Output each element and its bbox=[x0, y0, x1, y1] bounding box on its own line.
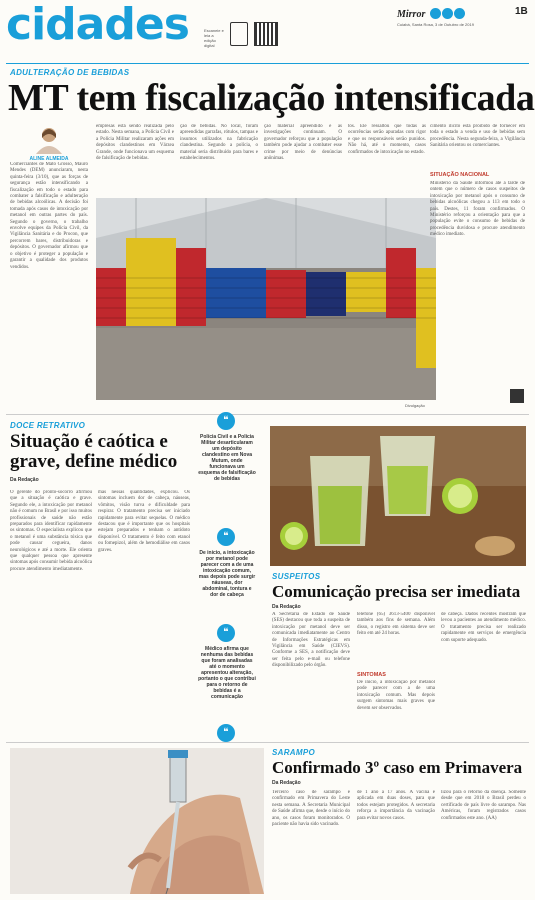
sidebar-title: SITUAÇÃO NACIONAL bbox=[430, 172, 490, 178]
article2-kicker: DOCE RETRATIVO bbox=[10, 421, 86, 430]
newspaper-logo bbox=[397, 4, 465, 22]
qr-code-icon[interactable] bbox=[510, 389, 524, 403]
logo-dot-icon bbox=[430, 8, 441, 19]
sidebar-top-text: cimento ilícito está proibido de fornecer em toda o estado a venda e uso de bebidas sem procedência. Nesta segunda-feira, a Vigilância Sanitária orientou os comerciantes. bbox=[430, 124, 525, 149]
lead-body-col2: empresas está sendo realizada pelo estado. Nesta semana, a Polícia Civil e a Polícia Militar realizaram ações em depósitos clandestinos em Várzea Grande, onde funcionava um esquema de falsificação de bebidas. bbox=[96, 124, 174, 162]
lead-body-col1: Comerciantes de Mato Grosso, Mauro Mendes (DEM) anunciaram, nesta quinta-feira (3/10), que as forças de segurança estão intensificando a fiscalização em todo o estado para combater a falsificação e adulteração de bebidas alcoólicas. A decisão foi tomada após casos de intoxicação por metanol em outras partes do país. Segundo o governo, o trabalho envolve equipes da Polícia Civil, da Vigilância Sanitária e do Procon, que percorrem bares, distribuidoras e depósitos. O governador afirmou que o objetivo é proteger a população e garantir a qualidade dos produtos vendidos. bbox=[10, 162, 88, 270]
article2-blurb1: Polícia Civil e a Polícia Militar desarticularam um depósito clandestino em Nova Mutum, onde funcionava um esquema de falsificação de bebidas bbox=[198, 434, 256, 482]
article2-byline: Da Redação bbox=[10, 477, 39, 483]
article3-byline: Da Redação bbox=[272, 604, 301, 610]
newspaper-name: Mirror bbox=[397, 9, 426, 20]
author-name: ALINE ALMEIDA bbox=[29, 156, 69, 162]
page-number: 1B bbox=[515, 6, 528, 17]
lead-body-col4: ção material apreendido e as investigações continuam. O governador reforçou que a população também pode ajudar a combater esse crime por meio de denúncias anônimas. bbox=[264, 124, 342, 162]
quote-icon: ❝ bbox=[217, 724, 235, 742]
article2-body-b: mas nessas quantidades, explicou. Os sintomas incluem dor de cabeça, náuseas, vômitos, visão turva e dificuldade para respirar. O tratamento precisa ser iniciado rapidamente para evitar sequelas. O médico destacou que é importante que os hospitais estejam preparados e tenham o antídoto disponível. O tratamento é feito com etanol ou fomepizol, além de hemodiálise em casos graves. bbox=[98, 490, 190, 553]
sidebar-body: Ministério da Saúde informou até a tarde de ontem que o número de casos suspeitos de intoxicação por metanol após o consumo de bebidas alcoólicas chegou a 113 em todo o país. Destes, 11 foram confirmados. O Ministério reforçou a orientação para que a população evite o consumo de bebidas de procedência duvidosa e procure atendimento médico imediato. bbox=[430, 181, 525, 238]
article2-headline: Situação é caótica e grave, define médico bbox=[10, 431, 178, 472]
phone-icon bbox=[230, 22, 248, 46]
article2-blurb2: De início, a intoxicação por metanol pode parecer com a de uma intoxicação comum, mas depois pode surgir náuseas, dor abdominal, tontura e dor de cabeça bbox=[198, 550, 256, 598]
article3-body-c: De início, a intoxicação por metanol pode parecer com a de uma intoxicação comum. Mas depois surgem sintomas mais graves que devem ser observados. bbox=[357, 680, 435, 711]
qr-code-icon[interactable] bbox=[254, 22, 278, 46]
lead-body-col5: tos. Ele ressaltou que todas as ocorrências serão apuradas com rigor e que os responsáveis serão punidos. Não há, até o momento, casos confirmados de intoxicação no estado. bbox=[348, 124, 426, 155]
article3-body-b: telefone (65) 3613-5400 disponível também aos fins de semana. Além disso, o registro em sistema deve ser feito em até 24 horas. bbox=[357, 612, 435, 637]
divider bbox=[6, 414, 529, 415]
article2-blurb3: Médico afirma que nenhuma das bebidas que foram analisadas até o momento apresentou alteração, portanto o que contribui para o retorno de bebidas é a comunicação bbox=[198, 646, 256, 700]
article4-body-c: lizou para o retorno da doença. Somente desde que em 2018 o Brasil perdeu o certificado de país livre do sarampo. Nas Américas, foram registrados casos confirmados este ano. (AA) bbox=[441, 790, 526, 821]
section-title: cidades bbox=[6, 0, 189, 50]
author-block bbox=[10, 124, 88, 162]
vaccine-illustration bbox=[10, 748, 264, 894]
quote-icon: ❝ bbox=[217, 624, 235, 642]
divider bbox=[6, 63, 529, 64]
lead-photo-credit: Divulgação bbox=[405, 403, 425, 408]
warehouse-photo bbox=[96, 198, 436, 400]
article4-body-a: Terceiro caso de sarampo é confirmado em Primavera do Leste nesta semana. A Secretaria Municipal de Saúde afirma que, desde o início do ano, os casos foram monitorados. O paciente não havia sido vacinado. bbox=[272, 790, 350, 828]
date-line: Cuiabá, Santa Rosa, 3 de Outubro de 2019 bbox=[397, 22, 474, 27]
article3-body-a: A Secretaria de Estado de Saúde (SES) destacou que toda a suspeita de intoxicação por metanol deve ser comunicada imediatamente ao Centro de Informações Estratégicas em Vigilância em Saúde (CIEVS). Conforme a SES, a notificação deve ser feita pelo e-mail ou telefone disponibilizado pelo órgão. bbox=[272, 612, 350, 669]
quote-icon: ❝ bbox=[217, 412, 235, 430]
drinks-illustration bbox=[270, 426, 526, 566]
digital-label: Escaneie e leia a edição digital bbox=[204, 28, 224, 48]
lead-headline: MT tem fiscalização intensificada bbox=[8, 77, 535, 119]
article2-body-a: O gerente do pronto-socorro afirmou que a situação é caótica e grave. Segundo ele, a intoxicação por metanol não é comum no Brasil e por isso muitos profissionais de saúde não estão preparados para identificar rapidamente os sintomas. O especialista explicou que o metanol é uma substância tóxica que pode causar cegueira, danos neurológicos e até a morte. Ele orienta que qualquer pessoa que apresente sintomas após consumir bebida alcoólica procure atendimento imediatamente. bbox=[10, 490, 92, 572]
quote-icon: ❝ bbox=[217, 528, 235, 546]
author-avatar bbox=[34, 124, 64, 154]
article3-body-d: de cabeça. Dados recentes mostram que levou a pacientes ao atendimento médico. O tratamento precisa ser realizado rapidamente em serviços de emergência com suporte adequado. bbox=[441, 612, 526, 643]
warehouse-illustration bbox=[96, 198, 436, 400]
lead-kicker: ADULTERAÇÃO DE BEBIDAS bbox=[10, 68, 130, 77]
drinks-photo bbox=[270, 426, 526, 566]
article4-headline: Confirmado 3º caso em Primavera bbox=[272, 758, 523, 777]
article4-kicker: SARAMPO bbox=[272, 748, 315, 757]
lead-body-col3: ção de bebidas. No local, foram apreendidas garrafas, rótulos, tampas e insumos utilizados na fabricação clandestina. Segundo a polícia, o material seria distribuído para bares e estabelecimentos. bbox=[180, 124, 258, 162]
article4-body-b: de 1 ano a 17 anos. A vacina é aplicada em duas doses, para que todos estejam protegidos. A secretaria reforça a importância da vacinação para evitar novos casos. bbox=[357, 790, 435, 821]
logo-dot-icon bbox=[454, 8, 465, 19]
article3-kicker: SUSPEITOS bbox=[272, 572, 321, 581]
article3-headline: Comunicação precisa ser imediata bbox=[272, 582, 521, 601]
article4-byline: Da Redação bbox=[272, 780, 301, 786]
divider bbox=[6, 742, 529, 743]
vaccine-photo bbox=[10, 748, 264, 894]
article3-subhead: SINTOMAS bbox=[357, 672, 386, 678]
logo-dot-icon bbox=[442, 8, 453, 19]
